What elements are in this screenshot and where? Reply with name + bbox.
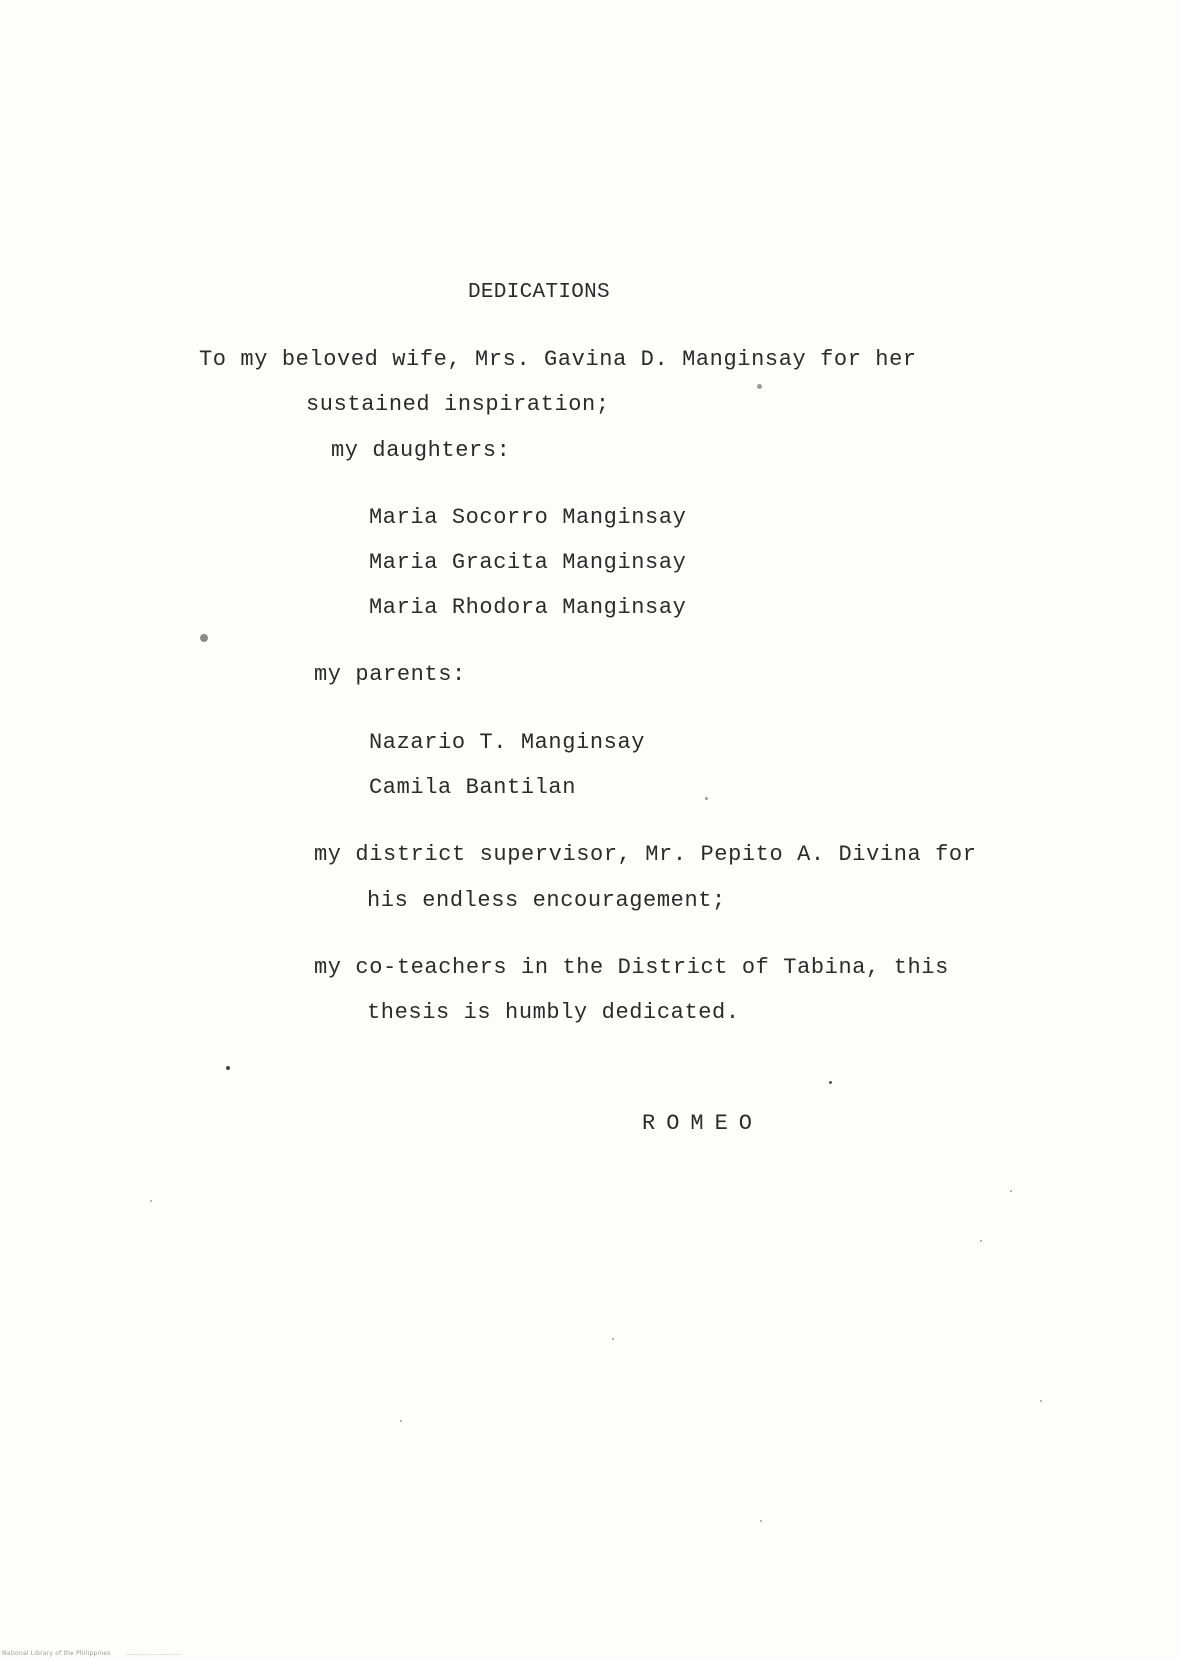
scan-speck: [1040, 1400, 1042, 1402]
dedication-coteachers-line-1: my co-teachers in the District of Tabina, this: [314, 955, 949, 980]
parent-name: Camila Bantilan: [369, 775, 577, 800]
daughter-name: Maria Socorro Manginsay: [369, 505, 687, 530]
scan-speck: [400, 1420, 402, 1422]
scan-speck: [200, 634, 208, 642]
dedication-wife-line-1: To my beloved wife, Mrs. Gavina D. Manginsay for her: [199, 347, 917, 372]
parents-heading: my parents:: [314, 662, 466, 687]
scan-speck: [760, 1520, 762, 1522]
dedication-coteachers-line-2: thesis is humbly dedicated.: [367, 1000, 740, 1025]
daughter-name: Maria Rhodora Manginsay: [369, 595, 687, 620]
scan-speck: [705, 797, 708, 800]
scan-speck: [980, 1240, 982, 1242]
scan-speck: [226, 1066, 230, 1070]
dedication-supervisor-line-2: his endless encouragement;: [367, 888, 726, 913]
scan-speck: [757, 384, 762, 389]
scan-speck: [829, 1081, 832, 1084]
page-title: DEDICATIONS: [468, 281, 610, 304]
scan-speck: [150, 1200, 152, 1202]
scan-speck: [1010, 1190, 1012, 1192]
daughter-name: Maria Gracita Manginsay: [369, 550, 687, 575]
scan-footer-text: National Library of the Philippines ………………………: [2, 1650, 182, 1657]
scan-speck: [612, 1338, 614, 1340]
dedication-wife-line-2: sustained inspiration;: [306, 392, 610, 417]
daughters-heading: my daughters:: [331, 438, 511, 463]
author-signature: ROMEO: [642, 1111, 764, 1136]
dedication-supervisor-line-1: my district supervisor, Mr. Pepito A. Divina for: [314, 842, 977, 867]
parent-name: Nazario T. Manginsay: [369, 730, 646, 755]
